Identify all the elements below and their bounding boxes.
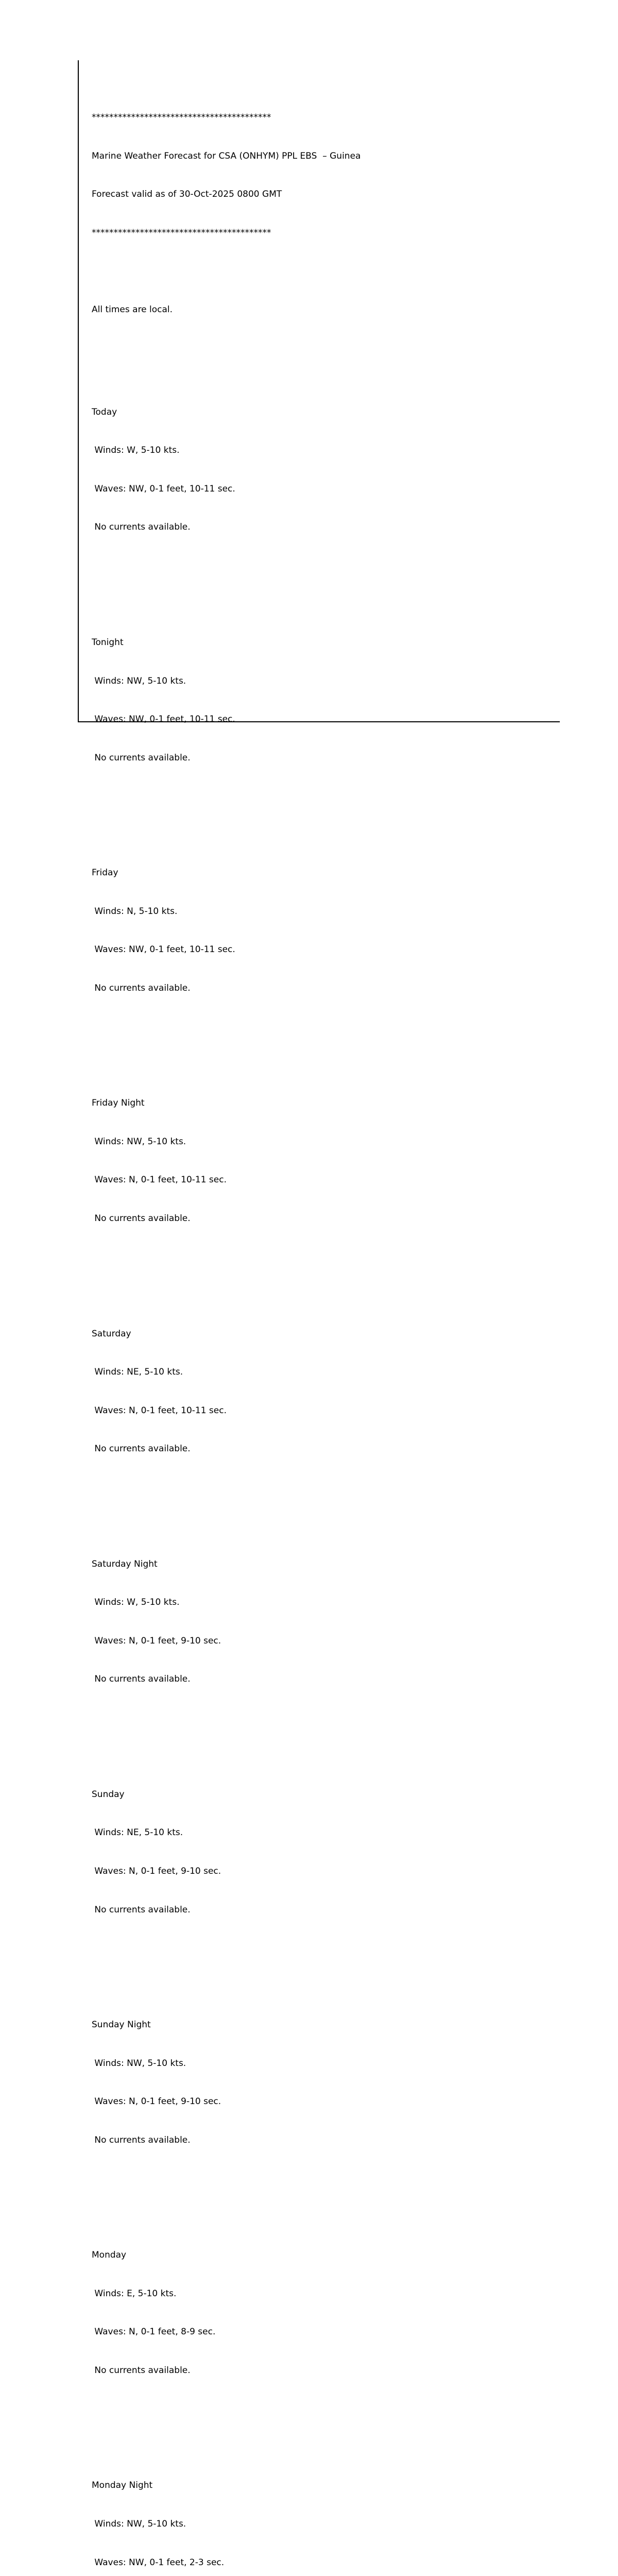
- period-currents-line: No currents available.: [92, 1213, 191, 1224]
- period-name: Saturday: [92, 1328, 131, 1339]
- forecast-period: [92, 1993, 565, 2172]
- period-waves-line: Waves: N, 0-1 feet, 8-9 sec.: [92, 2327, 216, 2337]
- period-name: Saturday Night: [92, 1558, 158, 1569]
- period-name: Friday: [92, 868, 118, 878]
- period-winds-line: Winds: NE, 5-10 kts.: [92, 1367, 183, 1378]
- period-currents-line: No currents available.: [92, 522, 191, 533]
- period-waves-line: Waves: N, 0-1 feet, 10-11 sec.: [92, 1405, 227, 1416]
- content-frame-left-border: [78, 60, 79, 722]
- period-waves-line: Waves: N, 0-1 feet, 9-10 sec.: [92, 1866, 221, 1876]
- forecast-period: [92, 611, 565, 790]
- period-winds-line: Winds: E, 5-10 kts.: [92, 2288, 177, 2299]
- period-waves-line: Waves: NW, 0-1 feet, 10-11 sec.: [92, 944, 235, 955]
- period-winds-line: Winds: NW, 5-10 kts.: [92, 2058, 186, 2069]
- forecast-period: [92, 841, 565, 1020]
- period-currents-line: No currents available.: [92, 1674, 191, 1685]
- period-waves-line: Waves: N, 0-1 feet, 10-11 sec.: [92, 1175, 227, 1185]
- forecast-period: [92, 1762, 565, 1942]
- period-winds-line: Winds: W, 5-10 kts.: [92, 445, 180, 456]
- period-name: Today: [92, 406, 117, 417]
- period-name: Friday Night: [92, 1098, 145, 1109]
- forecast-period: [92, 2224, 565, 2403]
- period-name: Sunday Night: [92, 2020, 151, 2030]
- period-name: Monday Night: [92, 2480, 153, 2491]
- separator-line-bottom: *****************************************: [92, 227, 271, 238]
- times-note: All times are local.: [92, 304, 173, 315]
- document-title: Marine Weather Forecast for CSA (ONHYM) PPL EBS – Guinea: [92, 150, 361, 161]
- forecast-period: [92, 2454, 565, 2576]
- forecast-period: [92, 380, 565, 560]
- period-winds-line: Winds: NW, 5-10 kts.: [92, 2519, 186, 2529]
- forecast-periods: [92, 354, 565, 2576]
- period-waves-line: Waves: NW, 0-1 feet, 10-11 sec.: [92, 483, 235, 494]
- period-waves-line: Waves: NW, 0-1 feet, 10-11 sec.: [92, 714, 235, 725]
- period-winds-line: Winds: W, 5-10 kts.: [92, 1597, 180, 1608]
- period-currents-line: No currents available.: [92, 2365, 191, 2376]
- period-name: Tonight: [92, 637, 124, 648]
- forecast-period: [92, 1302, 565, 1481]
- period-winds-line: Winds: NW, 5-10 kts.: [92, 675, 186, 686]
- period-currents-line: No currents available.: [92, 1904, 191, 1915]
- period-currents-line: No currents available.: [92, 2134, 191, 2145]
- forecast-header: [92, 86, 565, 265]
- forecast-valid-line: Forecast valid as of 30-Oct-2025 0800 GMT: [92, 189, 282, 200]
- period-waves-line: Waves: N, 0-1 feet, 9-10 sec.: [92, 1635, 221, 1646]
- forecast-period: [92, 1532, 565, 1711]
- forecast-period: [92, 1072, 565, 1251]
- period-name: Sunday: [92, 1789, 125, 1800]
- separator-line-top: *****************************************: [92, 112, 271, 123]
- period-waves-line: Waves: N, 0-1 feet, 9-10 sec.: [92, 2096, 221, 2107]
- period-winds-line: Winds: NW, 5-10 kts.: [92, 1136, 186, 1147]
- period-waves-line: Waves: NW, 0-1 feet, 2-3 sec.: [92, 2557, 225, 2568]
- period-winds-line: Winds: NE, 5-10 kts.: [92, 1827, 183, 1838]
- period-name: Monday: [92, 2250, 127, 2261]
- period-currents-line: No currents available.: [92, 752, 191, 763]
- period-currents-line: No currents available.: [92, 982, 191, 993]
- period-winds-line: Winds: N, 5-10 kts.: [92, 906, 178, 917]
- forecast-document: [92, 60, 565, 2576]
- period-currents-line: No currents available.: [92, 1444, 191, 1454]
